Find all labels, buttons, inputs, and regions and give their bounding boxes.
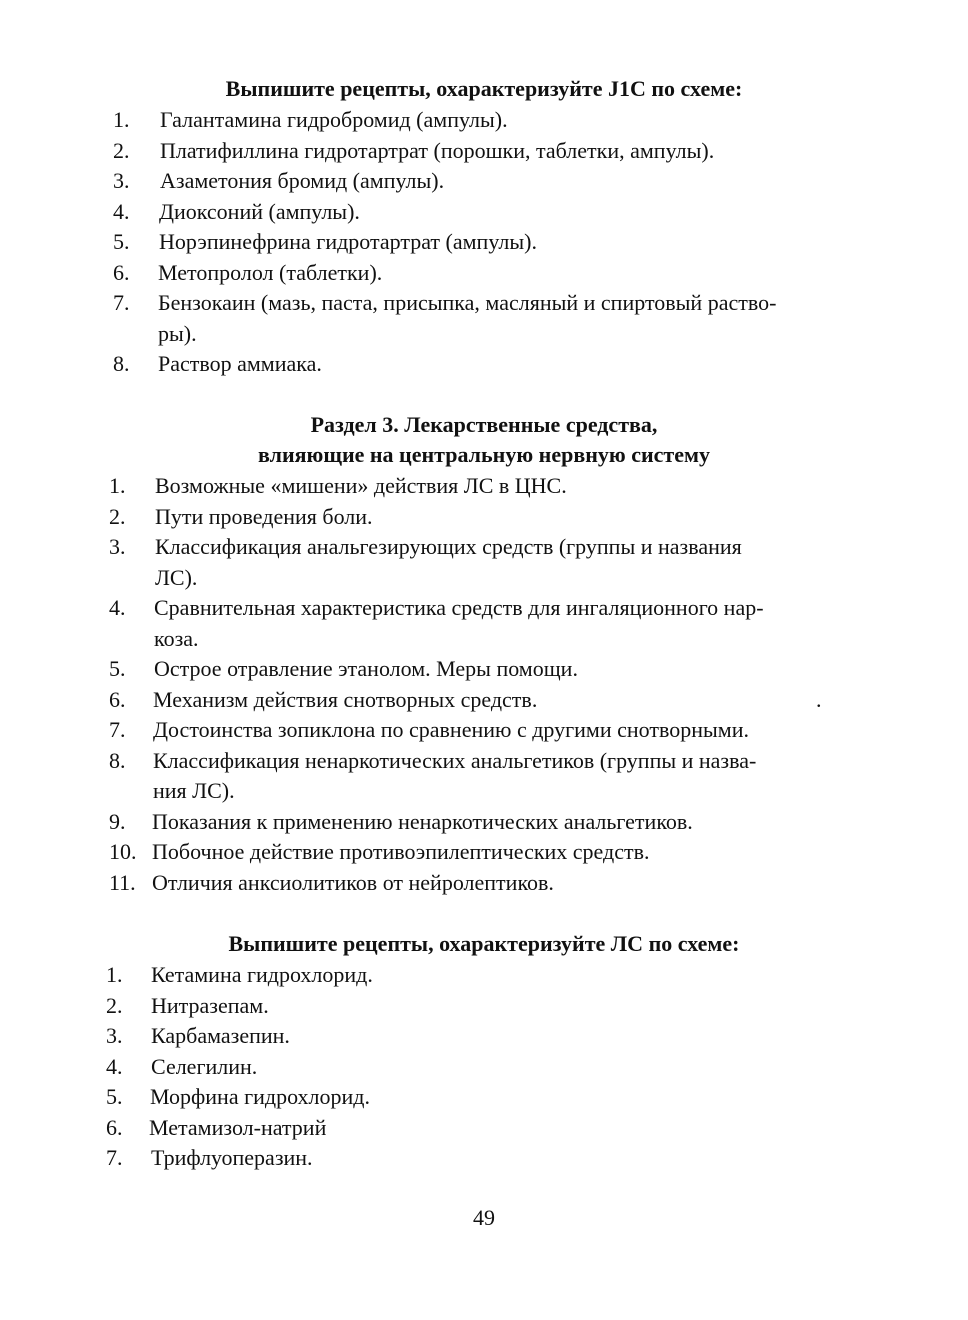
item-text: Кетамина гидрохлорид.	[151, 962, 373, 987]
item-number: 4.	[106, 1053, 123, 1079]
list-item	[109, 654, 859, 685]
item-text: Платифиллина гидротартрат (порошки, таблетки, ампулы).	[160, 137, 715, 163]
item-text: Показания к применению ненаркотических анальгетиков.	[152, 808, 693, 834]
item-number: 6.	[109, 686, 126, 712]
stray-dot: .	[816, 686, 822, 712]
list-item	[109, 807, 859, 838]
item-text: Метопролол (таблетки).	[158, 259, 383, 285]
item-text: Трифлуоперазин.	[151, 1145, 313, 1170]
item-text: Морфина гидрохлорид.	[150, 1084, 370, 1109]
item-text: Классификация анальгезирующих средств (группы и названия	[155, 534, 742, 559]
item-number: 4.	[109, 595, 126, 620]
list-item	[113, 288, 853, 349]
section-title-line-2: влияющие на центральную нервную систему	[258, 442, 710, 467]
item-number: 3.	[109, 534, 126, 559]
item-text: Раствор аммиака.	[158, 351, 322, 376]
item-text: Отличия анксиолитиков от нейролептиков.	[152, 869, 554, 895]
list-item	[109, 593, 859, 654]
item-number: 2.	[106, 992, 123, 1018]
item-text: Острое отравление этанолом. Меры помощи.	[154, 656, 578, 681]
prescription-list-1	[113, 105, 853, 380]
item-number: 1.	[113, 107, 130, 132]
item-text-continuation: ния ЛС).	[153, 778, 235, 803]
list-item	[106, 1113, 846, 1144]
list-item	[109, 532, 859, 593]
item-number: 8.	[113, 351, 130, 376]
list-item	[109, 685, 859, 716]
item-number: 7.	[113, 290, 130, 315]
item-number: 5.	[109, 656, 126, 681]
list-item	[106, 1021, 846, 1052]
list-item	[106, 1143, 846, 1174]
list-item	[113, 258, 853, 289]
item-text: Селегилин.	[151, 1053, 258, 1079]
section-title-line-1: Раздел 3. Лекарственные средства,	[310, 412, 658, 437]
list-item	[109, 868, 859, 899]
section-question-list	[109, 471, 859, 898]
list-item	[109, 715, 859, 746]
prescription-list-2	[106, 960, 846, 1174]
list-item	[106, 1052, 846, 1083]
item-text: Метамизол-натрий	[149, 1114, 327, 1140]
item-number: 3.	[113, 168, 130, 193]
prescription-heading-2: Выпишите рецепты, охарактеризуйте ЛС по схеме:	[228, 931, 740, 956]
item-text: Классификация ненаркотических анальгетиков (группы и назва-	[153, 747, 757, 773]
item-number: 1.	[109, 473, 126, 498]
item-number: 11.	[109, 869, 136, 895]
item-number: 5.	[106, 1084, 123, 1109]
list-item	[113, 349, 853, 380]
page-number: 49	[473, 1205, 495, 1230]
prescription-heading-1: Выпишите рецепты, охарактеризуйте J1C по схеме:	[225, 76, 743, 101]
item-number: 2.	[113, 137, 130, 163]
list-item	[106, 1082, 846, 1113]
item-text-continuation: ЛС).	[155, 564, 198, 590]
list-item	[109, 502, 859, 533]
item-number: 7.	[106, 1145, 123, 1170]
item-number: 2.	[109, 503, 126, 529]
item-number: 6.	[113, 259, 130, 285]
item-text: Нитразепам.	[151, 992, 269, 1018]
item-text-continuation: коза.	[154, 625, 199, 651]
item-text: Возможные «мишени» действия ЛС в ЦНС.	[155, 473, 567, 498]
item-text: Бензокаин (мазь, паста, присыпка, масляный и спиртовый раство-	[158, 290, 777, 315]
item-number: 8.	[109, 747, 126, 773]
item-text: Побочное действие противоэпилептических средств.	[152, 839, 650, 864]
list-item	[109, 746, 859, 807]
item-text: Карбамазепин.	[151, 1023, 290, 1048]
list-item	[106, 991, 846, 1022]
item-text: Азаметония бромид (ампулы).	[160, 168, 445, 193]
item-text: Диоксоний (ампулы).	[159, 198, 360, 224]
list-item	[109, 837, 859, 868]
list-item	[113, 166, 853, 197]
item-text: Норэпинефрина гидротартрат (ампулы).	[159, 229, 537, 254]
item-number: 9.	[109, 808, 126, 834]
item-text: Достоинства зопиклона по сравнению с другими снотворными.	[153, 717, 749, 742]
list-item	[113, 136, 853, 167]
item-number: 7.	[109, 717, 126, 742]
item-text	[109, 685, 859, 716]
list-item	[113, 105, 853, 136]
item-text: Сравнительная характеристика средств для ингаляционного нар-	[154, 595, 764, 620]
list-item	[109, 471, 859, 502]
item-number: 6.	[106, 1114, 123, 1140]
item-text-main: Механизм действия снотворных средств.	[153, 686, 538, 712]
list-item	[113, 197, 853, 228]
item-number: 1.	[106, 962, 123, 987]
item-text-continuation: ры).	[158, 320, 197, 346]
item-number: 10.	[109, 839, 137, 864]
list-item	[106, 960, 846, 991]
list-item	[113, 227, 853, 258]
item-number: 3.	[106, 1023, 123, 1048]
item-text: Пути проведения боли.	[155, 503, 373, 529]
item-number: 4.	[113, 198, 130, 224]
item-number: 5.	[113, 229, 130, 254]
item-text: Галантамина гидробромид (ампулы).	[160, 107, 508, 132]
